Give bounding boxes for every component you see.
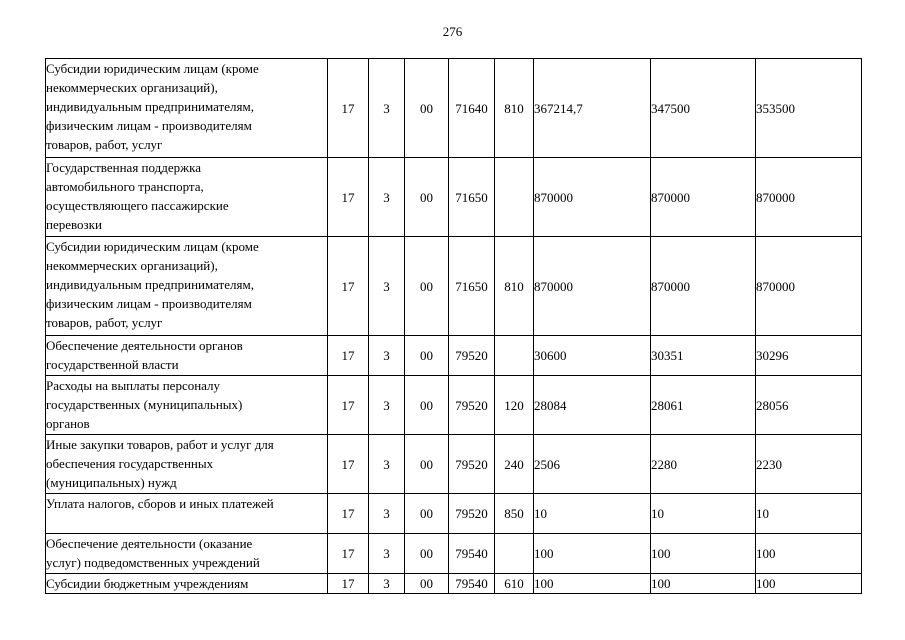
expense-type-code: 240 xyxy=(495,435,534,494)
section-code: 3 xyxy=(369,237,405,336)
expense-type-code xyxy=(495,158,534,237)
ministry-code: 17 xyxy=(328,158,369,237)
amount-year-3: 28056 xyxy=(756,376,862,435)
amount-year-1: 367214,7 xyxy=(534,59,651,158)
description-line: некоммерческих организаций), xyxy=(46,258,218,273)
amount-year-2: 100 xyxy=(651,534,756,574)
target-article-code: 71650 xyxy=(449,237,495,336)
subsection-code: 00 xyxy=(405,376,449,435)
amount-year-2: 347500 xyxy=(651,59,756,158)
description-line: государственной власти xyxy=(46,357,179,372)
subsection-code: 00 xyxy=(405,574,449,594)
target-article-code: 79520 xyxy=(449,376,495,435)
description-line: услуг) подведомственных учреждений xyxy=(46,555,260,570)
amount-year-2: 100 xyxy=(651,574,756,594)
target-article-code: 79520 xyxy=(449,336,495,376)
target-article-code: 79540 xyxy=(449,574,495,594)
section-code: 3 xyxy=(369,59,405,158)
description-line: Обеспечение деятельности (оказание xyxy=(46,536,253,551)
description-line: индивидуальным предпринимателям, xyxy=(46,277,254,292)
subsection-code: 00 xyxy=(405,494,449,534)
table-row xyxy=(46,376,862,435)
row-description xyxy=(46,435,328,494)
description-line: Иные закупки товаров, работ и услуг для xyxy=(46,437,274,452)
ministry-code: 17 xyxy=(328,59,369,158)
section-code: 3 xyxy=(369,336,405,376)
description-line: Субсидии юридическим лицам (кроме xyxy=(46,61,259,76)
ministry-code: 17 xyxy=(328,237,369,336)
description-line: государственных (муниципальных) xyxy=(46,397,243,412)
description-line: физическим лицам - производителям xyxy=(46,118,252,133)
section-code: 3 xyxy=(369,376,405,435)
target-article-code: 71650 xyxy=(449,158,495,237)
ministry-code: 17 xyxy=(328,534,369,574)
amount-year-2: 10 xyxy=(651,494,756,534)
ministry-code: 17 xyxy=(328,574,369,594)
description-line: перевозки xyxy=(46,217,102,232)
expense-type-code: 850 xyxy=(495,494,534,534)
description-line: Государственная поддержка xyxy=(46,160,202,175)
description-line: товаров, работ, услуг xyxy=(46,315,163,330)
row-description xyxy=(46,59,328,158)
amount-year-2: 870000 xyxy=(651,158,756,237)
amount-year-1: 28084 xyxy=(534,376,651,435)
description-line: товаров, работ, услуг xyxy=(46,137,163,152)
section-code: 3 xyxy=(369,435,405,494)
description-line: некоммерческих организаций), xyxy=(46,80,218,95)
amount-year-3: 100 xyxy=(756,574,862,594)
amount-year-3: 30296 xyxy=(756,336,862,376)
expense-type-code: 810 xyxy=(495,59,534,158)
section-code: 3 xyxy=(369,494,405,534)
amount-year-1: 10 xyxy=(534,494,651,534)
target-article-code: 79540 xyxy=(449,534,495,574)
table-row xyxy=(46,59,862,158)
description-line: физическим лицам - производителям xyxy=(46,296,252,311)
target-article-code: 79520 xyxy=(449,494,495,534)
description-line: органов xyxy=(46,416,90,431)
description-line: обеспечения государственных xyxy=(46,456,214,471)
ministry-code: 17 xyxy=(328,376,369,435)
amount-year-1: 870000 xyxy=(534,237,651,336)
budget-table xyxy=(45,58,862,594)
section-code: 3 xyxy=(369,158,405,237)
ministry-code: 17 xyxy=(328,336,369,376)
row-description xyxy=(46,336,328,376)
target-article-code: 71640 xyxy=(449,59,495,158)
amount-year-1: 2506 xyxy=(534,435,651,494)
subsection-code: 00 xyxy=(405,158,449,237)
expense-type-code: 810 xyxy=(495,237,534,336)
section-code: 3 xyxy=(369,534,405,574)
table-row xyxy=(46,158,862,237)
amount-year-2: 28061 xyxy=(651,376,756,435)
description-line: индивидуальным предпринимателям, xyxy=(46,99,254,114)
amount-year-3: 2230 xyxy=(756,435,862,494)
row-description xyxy=(46,376,328,435)
page-number: 276 xyxy=(442,24,463,39)
ministry-code: 17 xyxy=(328,435,369,494)
amount-year-2: 870000 xyxy=(651,237,756,336)
row-description xyxy=(46,534,328,574)
target-article-code: 79520 xyxy=(449,435,495,494)
amount-year-1: 30600 xyxy=(534,336,651,376)
description-line: Обеспечение деятельности органов xyxy=(46,338,243,353)
amount-year-2: 2280 xyxy=(651,435,756,494)
section-code: 3 xyxy=(369,574,405,594)
table-row xyxy=(46,237,862,336)
amount-year-1: 100 xyxy=(534,574,651,594)
table-row xyxy=(46,494,862,534)
subsection-code: 00 xyxy=(405,237,449,336)
amount-year-1: 870000 xyxy=(534,158,651,237)
subsection-code: 00 xyxy=(405,435,449,494)
row-description xyxy=(46,237,328,336)
expense-type-code: 610 xyxy=(495,574,534,594)
amount-year-3: 870000 xyxy=(756,158,862,237)
table-row xyxy=(46,574,862,594)
subsection-code: 00 xyxy=(405,336,449,376)
amount-year-3: 870000 xyxy=(756,237,862,336)
amount-year-3: 353500 xyxy=(756,59,862,158)
row-description xyxy=(46,574,328,594)
subsection-code: 00 xyxy=(405,534,449,574)
amount-year-3: 100 xyxy=(756,534,862,574)
description-line: Субсидии бюджетным учреждениям xyxy=(46,576,249,591)
expense-type-code xyxy=(495,336,534,376)
description-line: Субсидии юридическим лицам (кроме xyxy=(46,239,259,254)
table-row xyxy=(46,336,862,376)
description-line: автомобильного транспорта, xyxy=(46,179,204,194)
amount-year-2: 30351 xyxy=(651,336,756,376)
row-description xyxy=(46,494,328,534)
amount-year-1: 100 xyxy=(534,534,651,574)
subsection-code: 00 xyxy=(405,59,449,158)
table-row xyxy=(46,534,862,574)
amount-year-3: 10 xyxy=(756,494,862,534)
description-line: (муниципальных) нужд xyxy=(46,475,177,490)
table-row xyxy=(46,435,862,494)
description-line: Уплата налогов, сборов и иных платежей xyxy=(46,496,274,511)
description-line: осуществляющего пассажирские xyxy=(46,198,229,213)
expense-type-code: 120 xyxy=(495,376,534,435)
row-description xyxy=(46,158,328,237)
ministry-code: 17 xyxy=(328,494,369,534)
description-line: Расходы на выплаты персоналу xyxy=(46,378,221,393)
expense-type-code xyxy=(495,534,534,574)
